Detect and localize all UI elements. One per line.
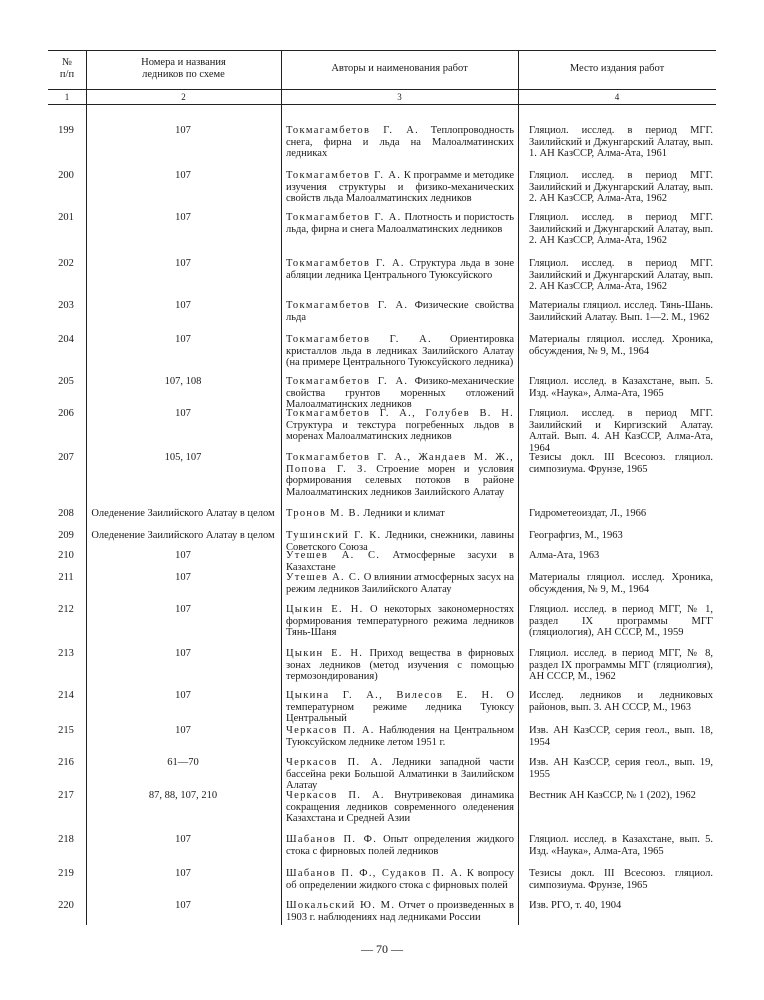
row-author: Токмагамбетов Г. А., Жандаев М. Ж., Попова Г. З. (286, 452, 514, 475)
row-glaciers: 107 (175, 690, 191, 701)
row-work (286, 900, 514, 923)
row-work (286, 452, 514, 499)
row-number: 206 (58, 408, 74, 419)
header-authors: Авторы и наименования работ (331, 63, 468, 74)
row-title: Структура льда в зоне абляции ледника Центрального Туюксуйского (286, 258, 515, 281)
row-title: Опыт определения жидкого стока с фирновых полей ледников (286, 834, 514, 857)
row-glaciers: 107 (175, 604, 191, 615)
row-number: 202 (58, 258, 74, 269)
row-number: 203 (58, 300, 74, 311)
row-title: О влиянии атмосферных засух на режим ледников Заилийского Алатау (286, 572, 514, 595)
row-title: Строение морен и условия формирования селевых потоков в районе Малоалматинских ледников Заилийского Алатау (286, 463, 514, 499)
row-glaciers: Оледенение Заилийского Алатау в целом (91, 530, 275, 541)
row-place: Тезисы докл. III Всесоюз. гляциол. симпозиума. Фрунзе, 1965 (529, 868, 713, 891)
row-place: Алма-Ата, 1963 (529, 550, 600, 561)
row-glaciers: 107 (175, 334, 191, 345)
row-work (286, 508, 514, 520)
row-place: Гидрометеоиздат, Л., 1966 (529, 508, 647, 519)
row-number: 213 (58, 648, 74, 659)
row-glaciers: 107 (175, 900, 191, 911)
row-place: Изв. АН КазССР, серия геол., вып. 18, 1954 (529, 725, 713, 748)
row-title: Наблюдения на Центральном Туюксуйском леднике летом 1951 г. (286, 725, 515, 748)
bibliography-table (48, 50, 716, 925)
row-author: Токмагамбетов Г. А. (286, 376, 409, 387)
row-number: 204 (58, 334, 74, 345)
row-work (286, 648, 514, 683)
page-number: — 70 — (361, 942, 403, 956)
row-place: Материалы гляциол. исслед. Хроника, обсуждения, № 9, М., 1964 (529, 572, 713, 595)
row-author: Токмагамбетов Г. А. (286, 258, 405, 269)
row-place: Гляциол. исслед. в период МГГ. Заилийский и Киргизский Алатау. Алтай. Вып. 4. АН КазССР, Алма-Ата, 1964 (529, 408, 713, 455)
row-title: Ледники, снежники, лавины Советского Союза (286, 530, 515, 553)
row-number: 219 (58, 868, 74, 879)
row-number: 199 (58, 125, 74, 136)
row-title: Приход вещества в фирновых зонах ледников (метод изучения с помощью термозондирования) (286, 648, 515, 683)
row-author: Токмагамбетов Г. А., Голубев В. Н. (286, 408, 514, 419)
row-title: К программе и методике изучения структуры и физико-механических свойств льда Малоалматинских ледников (286, 170, 515, 205)
row-glaciers: 105, 107 (164, 452, 202, 463)
row-place: Гляциол. исслед. в Казахстане, вып. 5. Изд. «Наука», Алма-Ата, 1965 (529, 834, 713, 857)
row-title: Ориентировка кристаллов льда в ледниках Заилийского Алатау (на примере Центрального Туюксуйского ледника) (286, 334, 514, 369)
row-work (286, 212, 514, 235)
row-number: 214 (58, 690, 74, 701)
row-title: К вопросу об определении жидкого стока с фирновых полей (286, 868, 515, 891)
row-title: О некоторых закономерностях формирования температурного режима ледников Тянь-Шаня (286, 604, 514, 639)
row-glaciers: 107 (175, 550, 191, 561)
row-place: Изв. РГО, т. 40, 1904 (529, 900, 622, 911)
row-author: Черкасов П. А. (286, 757, 384, 768)
row-title: Ледники западной части бассейна реки Большой Алматинки в Заилийском Алатау (286, 757, 515, 792)
row-work (286, 572, 514, 595)
column-divider-1 (86, 50, 87, 925)
row-glaciers: 107 (175, 648, 191, 659)
row-place: Материалы гляциол. исслед. Хроника, обсуждения, № 9, М., 1964 (529, 334, 713, 357)
row-author: Цыкин Е. Н. (286, 604, 364, 615)
row-author: Токмагамбетов Г. А. (286, 212, 402, 223)
row-work (286, 125, 514, 160)
row-author: Шабанов П. Ф., Судаков П. А. (286, 868, 464, 879)
row-glaciers: 107 (175, 725, 191, 736)
row-glaciers: 107 (175, 868, 191, 879)
row-author: Токмагамбетов Г. А. (286, 300, 409, 311)
row-number: 207 (58, 452, 74, 463)
column-index-4: 4 (614, 91, 620, 102)
row-work (286, 725, 514, 748)
row-number: 220 (58, 900, 74, 911)
row-author: Черкасов П. А. (286, 790, 385, 801)
row-author: Токмагамбетов Г. А. (286, 170, 402, 181)
row-glaciers: 107 (175, 170, 191, 181)
column-index-1: 1 (64, 91, 70, 102)
row-glaciers: Оледенение Заилийского Алатау в целом (91, 508, 275, 519)
row-number: 200 (58, 170, 74, 181)
row-author: Тронов М. В. (286, 508, 361, 519)
row-title: Структура и текстура погребенных льдов в моренах Малоалматинских ледников (286, 419, 514, 443)
row-glaciers: 107, 108 (164, 376, 202, 387)
row-author: Шабанов П. Ф. (286, 834, 378, 845)
row-title: Теплопроводность снега, фирна и льда на Малоалматинских ледниках (286, 125, 515, 160)
row-glaciers: 107 (175, 300, 191, 311)
row-title: Внутривековая динамика сокращения ледников современного оледенения Казахстана и Средней Азии (286, 790, 515, 825)
row-place: Гляциол. исслед. в период МГГ. Заилийский и Джунгарский Алатау, вып. 2. АН КазССР, Алма-Ата, 1962 (529, 170, 713, 205)
row-place: Материалы гляциол. исслед. Тянь-Шань. Заилийский Алатау. Вып. 1—2. М., 1962 (529, 300, 713, 323)
row-glaciers: 107 (175, 408, 191, 419)
row-glaciers: 87, 88, 107, 210 (148, 790, 218, 801)
row-place: Гляциол. исслед. в период МГГ. Заилийский и Джунгарский Алатау, вып. 2. АН КазССР, Алма-Ата, 1962 (529, 258, 713, 293)
row-place: Гляциол. исслед. в Казахстане, вып. 5. Изд. «Наука», Алма-Ата, 1965 (529, 376, 713, 399)
row-author: Утешев А. С. (286, 550, 381, 561)
column-divider-3 (518, 50, 519, 925)
row-glaciers: 107 (175, 125, 191, 136)
row-author: Токмагамбетов Г. А. (286, 125, 420, 136)
row-place: Вестник АН КазССР, № 1 (202), 1962 (529, 790, 696, 801)
column-number-rule (48, 104, 716, 105)
column-index-3: 3 (397, 91, 402, 102)
row-author: Токмагамбетов Г. А. (286, 334, 432, 345)
row-author: Тушинский Г. К. (286, 530, 382, 541)
row-author: Черкасов П. А. (286, 725, 375, 736)
row-title: Физико-механические свойства грунтов моренных отложений Малоалматинских ледников (286, 376, 515, 411)
row-number: 212 (58, 604, 74, 615)
row-work (286, 604, 514, 639)
row-work (286, 258, 514, 281)
row-glaciers: 107 (175, 572, 191, 583)
row-number: 216 (58, 757, 74, 768)
row-work (286, 790, 514, 825)
column-index-2: 2 (181, 91, 186, 102)
row-work (286, 690, 514, 725)
row-place: Тезисы докл. III Всесоюз. гляциол. симпозиума. Фрунзе, 1965 (529, 452, 713, 475)
row-author: Цыкина Г. А., Вилесов Е. Н. (286, 690, 495, 701)
row-place: Гляциол. исслед. в период МГГ, № 8, раздел IX программы МГГ (гляциолгия), АН СССР, М., 1962 (529, 648, 713, 683)
row-glaciers: 107 (175, 834, 191, 845)
row-number: 218 (58, 834, 74, 845)
row-glaciers: 107 (175, 258, 191, 269)
row-title: Физические свойства льда (286, 300, 514, 323)
row-title: Плотность и пористость льда, фирна и снега Малоалматинских ледников (286, 212, 514, 235)
row-title: Ледники и климат (363, 508, 445, 519)
row-number: 208 (58, 508, 74, 519)
row-title: О температурном режиме ледника Туюксу Центральный (286, 690, 515, 725)
row-title: Атмосферные засухи в Казахстане (286, 550, 515, 573)
row-title: Отчет о произведенных в 1903 г. наблюдениях над ледниками России (286, 900, 515, 923)
row-number: 209 (58, 530, 74, 541)
row-glaciers: 61—70 (167, 757, 199, 768)
row-work (286, 757, 514, 792)
row-author: Цыкин Е. Н. (286, 648, 364, 659)
row-author: Утешев А. С. (286, 572, 362, 583)
row-place: Исслед. ледников и ледниковых районов, вып. 3. АН СССР, М., 1963 (529, 690, 713, 713)
row-place: Гляциол. исслед. в период МГГ, № 1, раздел IX программы МГГ (гляциология), АН СССР, М., 1959 (529, 604, 713, 639)
row-work (286, 170, 514, 205)
row-work (286, 408, 514, 443)
row-work (286, 550, 514, 573)
header-place: Место издания работ (569, 63, 665, 74)
row-work (286, 334, 514, 369)
row-work (286, 376, 514, 411)
row-number: 215 (58, 725, 74, 736)
row-work (286, 868, 514, 891)
header-glaciers: Номера и названия ледников по схеме (141, 57, 226, 80)
row-number: 217 (58, 790, 74, 801)
row-glaciers: 107 (175, 212, 191, 223)
row-work (286, 300, 514, 323)
row-author: Шокальский Ю. М. (286, 900, 396, 911)
row-place: Географгиз, М., 1963 (529, 530, 623, 541)
row-number: 210 (58, 550, 74, 561)
row-place: Изв. АН КазССР, серия геол., вып. 19, 1955 (529, 757, 713, 780)
row-number: 211 (58, 572, 74, 583)
row-place: Гляциол. исслед. в период МГГ. Заилийский и Джунгарский Алатау, вып. 1. АН КазССР, Алма-Ата, 1961 (529, 125, 713, 160)
row-place: Гляциол. исслед. в период МГГ. Заилийский и Джунгарский Алатау, вып. 2. АН КазССР, Алма-Ата, 1962 (529, 212, 713, 247)
row-work (286, 834, 514, 857)
row-number: 201 (58, 212, 74, 223)
row-number: 205 (58, 376, 74, 387)
column-divider-2 (281, 50, 282, 925)
header-number: № п/п (59, 57, 75, 80)
